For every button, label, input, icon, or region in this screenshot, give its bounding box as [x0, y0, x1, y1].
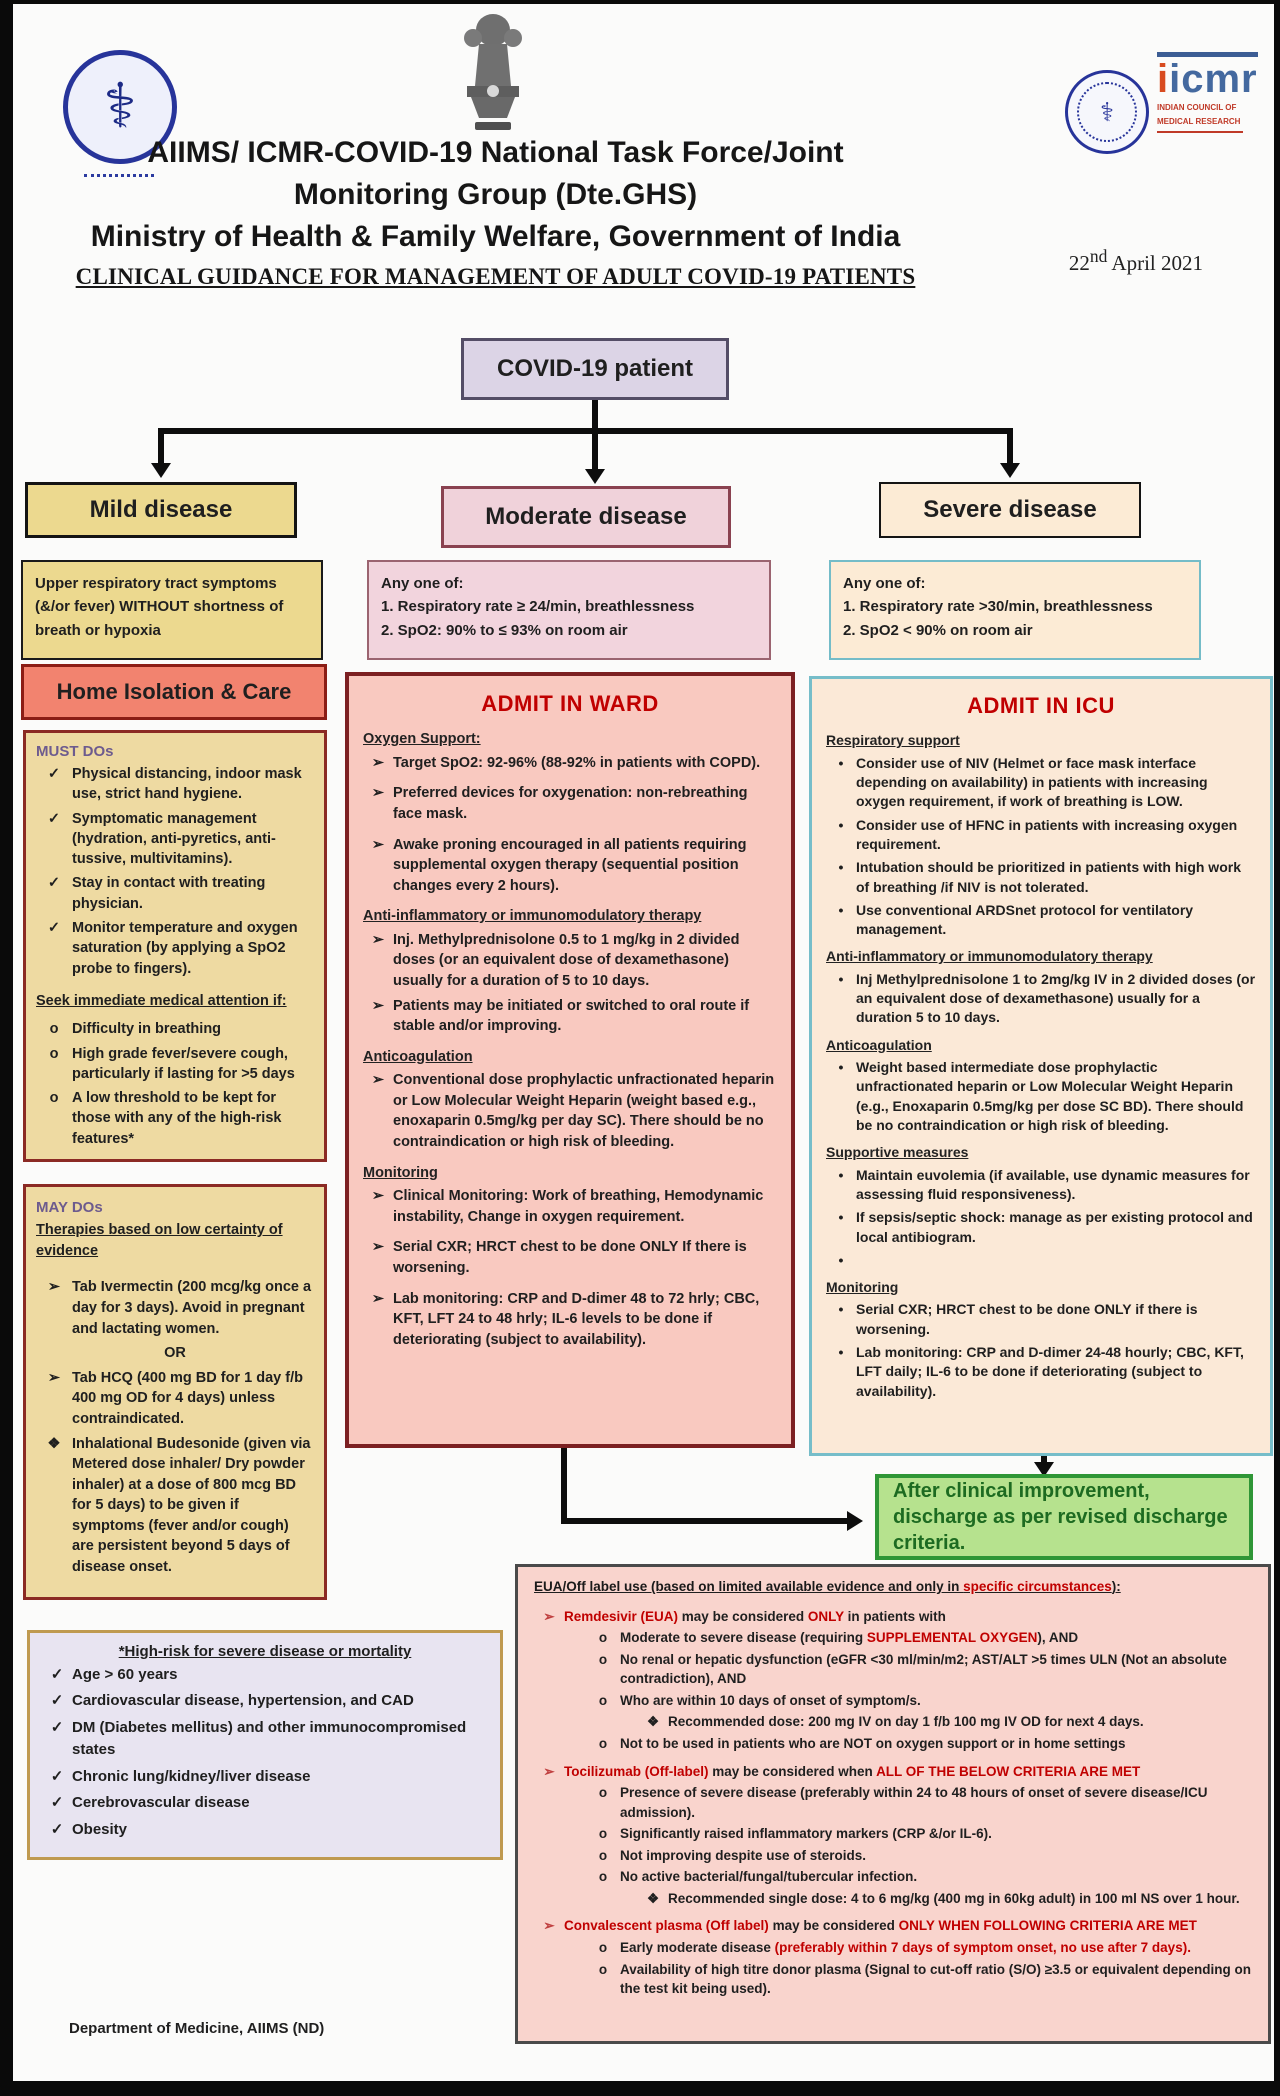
plasma-criterion — [586, 1960, 1252, 1999]
arrow-bullet-icon: ➢ — [371, 785, 385, 802]
icu-item: Consider use of NIV (Helmet or face mask interface depending on availability) in patients with increasing oxygen requirement, if work of breathing is LOW. — [856, 754, 1208, 810]
icu-section-heading: Anticoagulation — [826, 1036, 932, 1053]
tocilizumab-dose — [638, 1889, 1252, 1909]
ward-title: ADMIT IN WARD — [481, 691, 659, 716]
icu-title: ADMIT IN ICU — [967, 693, 1115, 718]
circle-bullet-icon: o — [598, 1651, 608, 1667]
severe-criteria-box — [829, 560, 1201, 660]
dot-bullet-icon: • — [838, 1251, 844, 1268]
severe-criteria-1: 1. Respiratory rate >30/min, breathlessness — [843, 598, 1153, 616]
header-title-block — [43, 132, 948, 290]
tocilizumab-criterion — [586, 1783, 1252, 1822]
arrow-bullet-icon: ➢ — [371, 1072, 385, 1089]
remdesivir-criterion — [586, 1734, 1252, 1754]
tocilizumab-dose-text: Recommended single dose: 4 to 6 mg/kg (400 mg in 60kg adult) in 100 ml NS over 1 hour. — [668, 1890, 1240, 1906]
connector-arm-moderate — [592, 428, 598, 470]
icmr-wordmark-text: icmr — [1169, 57, 1258, 101]
circle-bullet-icon: o — [598, 1630, 608, 1646]
circle-bullet-icon: o — [598, 1847, 608, 1863]
plasma-lead — [534, 1916, 1252, 1936]
may-dos-heading: MAY DOs — [36, 1199, 103, 1216]
connector-horizontal — [160, 428, 1012, 434]
covid-patient-node: COVID-19 patient — [461, 338, 729, 400]
seek-attention-heading: Seek immediate medical attention if: — [36, 992, 287, 1009]
must-dos-box — [23, 730, 327, 1162]
arrow-bullet-icon: ➢ — [371, 997, 385, 1014]
dot-bullet-icon: • — [838, 859, 844, 876]
connector-arm-severe — [1007, 428, 1013, 464]
arrow-bullet-icon: ➢ — [371, 1239, 385, 1256]
title-line-3: Ministry of Health & Family Welfare, Government of India — [90, 220, 901, 253]
tocilizumab-criterion — [586, 1867, 1252, 1887]
lion-capital-icon — [445, 8, 541, 142]
dot-bullet-icon: • — [838, 754, 844, 771]
circle-bullet-icon: o — [598, 1692, 608, 1708]
must-do-item: Symptomatic management (hydration, anti-pyretics, anti-tussive, multivitamins). — [72, 810, 276, 868]
icu-item: Inj Methylprednisolone 1 to 2mg/kg IV in 2 divided doses (or an equivalent dose of dexamethasone) usually for a duration 5 to 10 days. — [856, 970, 1256, 1026]
check-icon: ✓ — [47, 766, 61, 782]
ward-item: Clinical Monitoring: Work of breathing, Hemodynamic instability, Change in oxygen requirement. — [393, 1188, 764, 1225]
remdesivir-dose-text: Recommended dose: 200 mg IV on day 1 f/b 100 mg IV OD for next 4 days. — [668, 1714, 1144, 1730]
connector-stem — [592, 400, 598, 431]
title-line-1: AIIMS/ ICMR-COVID-19 National Task Force/Joint — [147, 136, 844, 169]
national-emblem-logo — [445, 8, 541, 142]
diamond-bullet-icon: ❖ — [646, 1714, 660, 1730]
must-dos-heading: MUST DOs — [36, 743, 114, 760]
eua-off-label-box — [515, 1564, 1271, 2044]
icmr-subtext-line1: INDIAN COUNCIL OF — [1157, 103, 1237, 112]
arrow-bullet-icon: ➢ — [371, 931, 385, 948]
diamond-bullet-icon: ❖ — [646, 1890, 660, 1906]
arrow-bullet-icon: ➢ — [371, 836, 385, 853]
seek-attention-item: Difficulty in breathing — [72, 1021, 222, 1038]
ward-section-heading: Anti-inflammatory or immunomodulatory therapy — [363, 908, 702, 925]
remdesivir-lead — [534, 1607, 1252, 1627]
ward-item: Awake proning encouraged in all patients requiring supplemental oxygen therapy (sequential position changes every 2 hours). — [393, 836, 747, 894]
check-icon: ✓ — [50, 1692, 64, 1709]
high-risk-item: Obesity — [72, 1820, 128, 1838]
icmr-wordmark: iicmr — [1157, 52, 1258, 99]
remdesivir-criterion — [586, 1691, 1252, 1711]
date: 22nd April 2021 — [1068, 246, 1203, 275]
must-do-item: Monitor temperature and oxygen saturation (by applying a SpO2 probe to fingers). — [72, 920, 298, 977]
check-icon: ✓ — [47, 875, 61, 892]
ward-item: Conventional dose prophylactic unfractionated heparin or Low Molecular Weight Heparin (weight based e.g., enoxaparin 0.5mg/kg per day SC). There should be no contraindication or high risk of bleeding. — [393, 1072, 775, 1151]
moderate-criteria-lead: Any one of: — [381, 575, 464, 592]
dot-bullet-icon: • — [838, 1209, 844, 1226]
title-line-2: Monitoring Group (Dte.GHS) — [293, 178, 698, 211]
icmr-red-rule — [1157, 131, 1243, 133]
icu-item: Serial CXR; HRCT chest to be done ONLY if there is worsening. — [856, 1301, 1198, 1337]
caduceus-icon: ⚕ — [103, 72, 137, 141]
circle-bullet-icon: o — [598, 1785, 608, 1801]
plasma-lead-text: Convalescent plasma (Off label) may be considered ONLY WHEN FOLLOWING CRITERIA ARE MET — [564, 1918, 1197, 1934]
tocilizumab-criterion-text: No active bacterial/fungal/tubercular infection. — [620, 1869, 918, 1885]
mild-disease-header: Mild disease — [25, 482, 297, 538]
may-do-item-budesonide: Inhalational Budesonide (given via Metered dose inhaler/ Dry powder inhaler) at a dose of 800 mcg BD for 5 days) to be given if symptoms (fever and/or cough) are persistent beyond 5 days of disease onset. — [72, 1435, 311, 1575]
high-risk-box — [27, 1630, 503, 1860]
tocilizumab-criterion-text: Not improving despite use of steroids. — [620, 1847, 867, 1863]
icu-section-heading: Respiratory support — [826, 732, 960, 749]
check-icon: ✓ — [47, 920, 61, 937]
high-risk-item: Chronic lung/kidney/liver disease — [72, 1767, 311, 1785]
severe-criteria-2: 2. SpO2 < 90% on room air — [843, 621, 1033, 639]
ward-item: Serial CXR; HRCT chest to be done ONLY If there is worsening. — [393, 1239, 747, 1276]
ward-item: Patients may be initiated or switched to oral route if stable and/or improving. — [393, 997, 750, 1035]
ward-section-heading: Anticoagulation — [363, 1048, 473, 1065]
tocilizumab-criterion — [586, 1824, 1252, 1844]
arrow-bullet-icon: ➢ — [543, 1763, 555, 1779]
remdesivir-criterion — [586, 1650, 1252, 1689]
icu-section-heading: Anti-inflammatory or immunomodulatory therapy — [826, 948, 1153, 965]
ward-discharge-connector-vertical — [561, 1448, 567, 1524]
dot-bullet-icon: • — [838, 816, 844, 833]
remdesivir-criterion-text: Moderate to severe disease (requiring SUPPLEMENTAL OXYGEN), AND — [620, 1630, 1079, 1646]
remdesivir-criterion-text: Who are within 10 days of onset of symptom/s. — [620, 1692, 921, 1708]
may-do-item-hcq: Tab HCQ (400 mg BD for 1 day f/b 400 mg OD for 4 days) unless contraindicated. — [72, 1369, 303, 1427]
icmr-subtext-line2: MEDICAL RESEARCH — [1157, 117, 1241, 126]
high-risk-item: DM (Diabetes mellitus) and other immunocompromised states — [72, 1718, 467, 1758]
remdesivir-lead-text: Remdesivir (EUA) may be considered ONLY in patients with — [564, 1608, 946, 1624]
circle-bullet-icon: o — [49, 1090, 59, 1107]
remdesivir-criterion-text: No renal or hepatic dysfunction (eGFR <30 ml/min/m2; AST/ALT >5 times ULN (Not an absolute contradiction), AND — [620, 1651, 1227, 1687]
moderate-disease-header: Moderate disease — [441, 486, 731, 548]
dot-bullet-icon: • — [838, 1344, 844, 1361]
seek-attention-item: High grade fever/severe cough, particularly if lasting for >5 days — [72, 1045, 295, 1082]
plasma-criterion-text: Availability of high titre donor plasma (Signal to cut-off ratio (S/O) ≥3.5 or equivalent depending on the test kit being used). — [620, 1961, 1251, 1997]
tocilizumab-lead-text: Tocilizumab (Off-label) may be considered when ALL OF THE BELOW CRITERIA ARE MET — [564, 1763, 1141, 1779]
mild-criteria-box: Upper respiratory tract symptoms (&/or fever) WITHOUT shortness of breath or hypoxia — [21, 560, 323, 660]
arrowhead-severe-icon — [1000, 463, 1020, 478]
arrow-bullet-icon: ➢ — [371, 754, 385, 771]
icu-item — [856, 1251, 1256, 1270]
icu-item: Use conventional ARDSnet protocol for ventilatory management. — [856, 901, 1194, 938]
icmr-logo — [1065, 52, 1261, 174]
tocilizumab-criterion — [586, 1846, 1252, 1866]
discharge-box: After clinical improvement, discharge as per revised discharge criteria. — [875, 1474, 1253, 1560]
or-label: OR — [164, 1345, 186, 1362]
check-icon: ✓ — [50, 1665, 64, 1683]
icmr-wordmark-block — [1157, 52, 1258, 174]
admit-in-ward-box — [345, 672, 795, 1448]
arrow-bullet-icon: ➢ — [543, 1918, 555, 1934]
arrow-bullet-icon: ➢ — [371, 1290, 385, 1307]
diamond-bullet-icon: ❖ — [47, 1435, 61, 1452]
tocilizumab-lead — [534, 1762, 1252, 1782]
check-icon: ✓ — [47, 810, 61, 827]
arrowhead-moderate-icon — [585, 469, 605, 484]
dot-bullet-icon: • — [838, 1301, 844, 1318]
moderate-criteria-box — [367, 560, 771, 660]
high-risk-title: *High-risk for severe disease or mortality — [118, 1643, 412, 1660]
dot-bullet-icon: • — [838, 901, 844, 918]
arrow-bullet-icon: ➢ — [47, 1279, 61, 1296]
moderate-criteria-2: 2. SpO2: 90% to ≤ 93% on room air — [381, 621, 628, 639]
ward-section-heading: Oxygen Support: — [363, 731, 481, 748]
circle-bullet-icon: o — [598, 1940, 608, 1955]
circle-bullet-icon: o — [598, 1826, 608, 1842]
must-do-item: Physical distancing, indoor mask use, strict hand hygiene. — [72, 766, 302, 803]
icu-section-heading: Monitoring — [826, 1279, 899, 1296]
eua-heading: EUA/Off label use (based on limited available evidence and only in specific circumstances): — [534, 1579, 1121, 1594]
may-dos-box — [23, 1184, 327, 1600]
connector-arm-mild — [158, 428, 164, 464]
arrowhead-discharge-left-icon — [847, 1511, 863, 1531]
ward-item: Preferred devices for oxygenation: non-rebreathing face mask. — [393, 785, 748, 822]
home-isolation-header: Home Isolation & Care — [21, 664, 327, 720]
ward-item: Target SpO2: 92-96% (88-92% in patients with COPD). — [393, 754, 761, 771]
arrow-bullet-icon: ➢ — [543, 1608, 555, 1624]
remdesivir-dose — [638, 1712, 1252, 1732]
icu-item: Consider use of HFNC in patients with increasing oxygen requirement. — [856, 816, 1238, 852]
icmr-seal-glyph: ⚕ — [1099, 96, 1115, 127]
check-icon: ✓ — [50, 1820, 64, 1838]
icu-item: If sepsis/septic shock: manage as per existing protocol and local antibiogram. — [856, 1209, 1253, 1245]
footer-department: Department of Medicine, AIIMS (ND) — [69, 2020, 325, 2037]
high-risk-item: Age > 60 years — [72, 1665, 178, 1683]
may-dos-subheading: Therapies based on low certainty of evidence — [36, 1222, 283, 1259]
circle-bullet-icon: o — [598, 1735, 608, 1751]
plasma-criterion — [586, 1938, 1252, 1958]
check-icon: ✓ — [50, 1794, 64, 1811]
may-do-item-ivermectin: Tab Ivermectin (200 mcg/kg once a day for 3 days). Avoid in pregnant and lactating women. — [72, 1279, 312, 1337]
arrow-bullet-icon: ➢ — [371, 1188, 385, 1205]
circle-bullet-icon: o — [598, 1869, 608, 1885]
icmr-seal-icon — [1065, 70, 1149, 154]
circle-bullet-icon: o — [49, 1021, 59, 1038]
high-risk-item: Cardiovascular disease, hypertension, and CAD — [72, 1692, 414, 1709]
must-do-item: Stay in contact with treating physician. — [72, 875, 266, 912]
moderate-criteria-1: 1. Respiratory rate ≥ 24/min, breathlessness — [381, 598, 695, 616]
ward-item: Inj. Methylprednisolone 0.5 to 1 mg/kg in 2 divided doses (or an equivalent dose of dexamethasone) usually for a duration of 5 to 10 days. — [393, 931, 740, 990]
icu-item: Maintain euvolemia (if available, use dynamic measures for assessing fluid responsiveness). — [856, 1166, 1250, 1202]
admit-in-icu-box — [809, 676, 1273, 1456]
tocilizumab-criterion-text: Presence of severe disease (preferably within 24 to 48 hours of onset of severe disease/ICU admission). — [620, 1785, 1208, 1820]
arrowhead-mild-icon — [151, 463, 171, 478]
dot-bullet-icon: • — [838, 1059, 844, 1076]
ward-item: Lab monitoring: CRP and D-dimer 48 to 72 hrly; CBC, KFT, LFT 24 to 48 hrly; IL-6 levels to be done if deteriorating (subject to availability). — [393, 1290, 760, 1348]
tocilizumab-criterion-text: Significantly raised inflammatory markers (CRP &/or IL-6). — [620, 1826, 992, 1842]
icu-item: Lab monitoring: CRP and D-dimer 24-48 hourly; CBC, KFT, LFT daily; IL-6 to be done if deteriorating (subject to availability). — [856, 1344, 1244, 1399]
seek-attention-item: A low threshold to be kept for those with any of the high-risk features* — [72, 1090, 282, 1147]
ward-discharge-connector-horizontal — [561, 1518, 849, 1524]
plasma-criterion-text: Early moderate disease (preferably within 7 days of symptom onset, no use after 7 days). — [620, 1940, 1191, 1955]
icu-item: Intubation should be prioritized in patients with high work of breathing /if NIV is not tolerated. — [856, 859, 1241, 895]
check-icon: ✓ — [50, 1718, 64, 1736]
severe-criteria-lead: Any one of: — [843, 575, 926, 592]
ward-section-heading: Monitoring — [363, 1164, 438, 1181]
remdesivir-criterion-text: Not to be used in patients who are NOT on oxygen support or in home settings — [620, 1735, 1126, 1751]
high-risk-item: Cerebrovascular disease — [72, 1794, 250, 1811]
circle-bullet-icon: o — [598, 1961, 608, 1977]
subtitle: CLINICAL GUIDANCE FOR MANAGEMENT OF ADULT COVID-19 PATIENTS — [75, 264, 916, 289]
check-icon: ✓ — [50, 1767, 64, 1785]
circle-bullet-icon: o — [49, 1045, 59, 1062]
dot-bullet-icon: • — [838, 970, 844, 987]
dot-bullet-icon: • — [838, 1166, 844, 1183]
icmr-seal-inner-icon — [1077, 82, 1137, 142]
severe-disease-header: Severe disease — [879, 482, 1141, 538]
icu-item: Weight based intermediate dose prophylactic unfractionated heparin or Low Molecular Weight Heparin (e.g., Enoxaparin 0.5mg/kg per dose SC BD). There should be no contraindication or high risk of bleeding. — [856, 1059, 1244, 1133]
icu-section-heading: Supportive measures — [826, 1144, 969, 1161]
arrow-bullet-icon: ➢ — [47, 1369, 61, 1386]
remdesivir-criterion — [586, 1628, 1252, 1648]
